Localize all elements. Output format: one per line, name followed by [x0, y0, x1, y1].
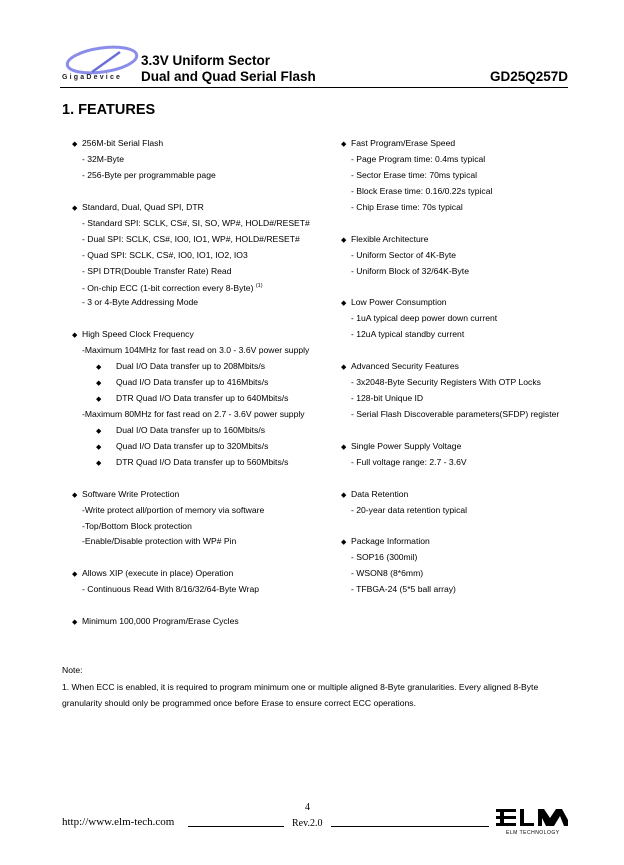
feature-detail: [72, 439, 310, 455]
feature-detail-text: -Maximum 80MHz for fast read on 2.7 - 3.6V power supply: [82, 408, 305, 419]
feature-detail-text: - Uniform Sector of 4K-Byte: [351, 249, 457, 260]
feature-detail-text: DTR Quad I/O Data transfer up to 560Mbits/s: [116, 456, 289, 467]
feature-detail-text: Dual I/O Data transfer up to 208Mbits/s: [116, 361, 266, 372]
svg-text:ELM TECHNOLOGY: ELM TECHNOLOGY: [506, 830, 560, 836]
feature-detail-text: -Top/Bottom Block protection: [82, 520, 192, 531]
diamond-bullet-icon: ◆: [96, 427, 102, 435]
feature-heading: [341, 295, 559, 311]
feature-detail: [341, 375, 559, 391]
diamond-bullet-icon: ◆: [72, 332, 78, 340]
diamond-bullet-icon: ◆: [96, 396, 102, 403]
feature-detail-text: - SOP16 (300mil): [351, 552, 418, 563]
feature-detail-text: DTR Quad I/O Data transfer up to 640Mbits/s: [116, 393, 289, 403]
feature-heading: [341, 439, 559, 455]
feature-heading: [341, 359, 559, 375]
diamond-bullet-icon: ◆: [341, 443, 347, 451]
spacer: [341, 343, 559, 359]
feature-detail: [72, 534, 310, 550]
section-title: 1. FEATURES: [62, 102, 156, 118]
spacer: [72, 184, 310, 200]
feature-detail-text: -Maximum 104MHz for fast read on 3.0 - 3.6V power supply: [82, 345, 310, 356]
feature-detail-text: - Continuous Read With 8/16/32/64-Byte Wrap: [82, 584, 260, 595]
feature-detail-text: - Quad SPI: SCLK, CS#, IO0, IO1, IO2, IO3: [82, 249, 248, 260]
feature-detail-text: - 1uA typical deep power down current: [351, 313, 498, 324]
feature-detail-text: - 32M-Byte: [82, 153, 125, 164]
feature-detail: [72, 232, 310, 248]
diamond-bullet-icon: ◆: [341, 364, 347, 372]
feature-detail: [341, 311, 559, 327]
feature-detail-text: - SPI DTR(Double Transfer Rate) Read: [82, 265, 232, 276]
feature-detail: [341, 407, 559, 423]
feature-detail-text: - 12uA typical standby current: [351, 329, 465, 340]
feature-heading-text: 256M-bit Serial Flash: [82, 138, 164, 148]
feature-detail: [72, 248, 310, 264]
feature-heading: [72, 200, 310, 216]
feature-detail-text: - Sector Erase time: 70ms typical: [351, 169, 478, 180]
feature-heading: [72, 566, 310, 582]
feature-detail: [341, 391, 559, 407]
feature-detail-text: - 3x2048-Byte Security Registers With OTP Locks: [351, 377, 541, 388]
feature-detail: [341, 200, 559, 216]
feature-heading-text: Low Power Consumption: [351, 297, 447, 308]
feature-detail: [72, 503, 310, 519]
diamond-bullet-icon: ◆: [96, 364, 102, 372]
spacer: [341, 216, 559, 232]
note-text: 1. When ECC is enabled, it is required to program minimum one or multiple aligned 8-Byte granularities. Every aligned 8-Byte granularity should only be programmed once before Erase to ensure correct ECC operations.: [62, 681, 539, 708]
diamond-bullet-icon: ◆: [96, 380, 102, 388]
spacer: [72, 550, 310, 566]
feature-detail: [72, 152, 310, 168]
revision: Rev.2.0: [292, 818, 323, 829]
feature-detail: [341, 327, 559, 343]
doc-title-line2: Dual and Quad Serial Flash: [141, 69, 316, 84]
spacer: [341, 519, 559, 535]
features-left-column: [72, 136, 310, 630]
feature-detail-text: Dual I/O Data transfer up to 160Mbits/s: [116, 424, 266, 435]
feature-detail: [341, 248, 559, 264]
feature-detail-text: - 3 or 4-Byte Addressing Mode: [82, 297, 199, 308]
spacer: [72, 311, 310, 327]
header-divider: [60, 87, 568, 88]
feature-heading: [72, 136, 310, 152]
spacer: [341, 471, 559, 487]
logo-text: GigaDevice: [62, 74, 123, 81]
feature-detail-text: - 256-Byte per programmable page: [82, 169, 216, 180]
feature-detail: [72, 423, 310, 439]
feature-detail: [341, 455, 559, 471]
spacer: [72, 598, 310, 614]
feature-heading-text: Software Write Protection: [82, 488, 180, 499]
spacer: [341, 423, 559, 439]
feature-detail-text: - Full voltage range: 2.7 - 3.6V: [351, 456, 467, 467]
feature-detail: [72, 279, 310, 295]
feature-detail-text: Quad I/O Data transfer up to 320Mbits/s: [116, 440, 269, 451]
feature-heading-text: Single Power Supply Voltage: [351, 440, 462, 451]
feature-heading-text: Flexible Architecture: [351, 233, 429, 244]
feature-detail-text: - Page Program time: 0.4ms typical: [351, 153, 486, 164]
feature-heading-text: Fast Program/Erase Speed: [351, 138, 456, 148]
feature-detail: [341, 503, 559, 519]
feature-detail: [72, 455, 310, 471]
feature-heading: [341, 232, 559, 248]
diamond-bullet-icon: ◆: [72, 141, 78, 148]
feature-heading: [341, 534, 559, 550]
feature-detail: [72, 375, 310, 391]
feature-heading-text: Advanced Security Features: [351, 361, 459, 372]
feature-detail-text: - On-chip ECC (1-bit correction every 8-Byte): [82, 283, 254, 294]
feature-detail-text: - 128-bit Unique ID: [351, 393, 424, 403]
diamond-bullet-icon: ◆: [96, 459, 102, 467]
feature-detail: [341, 582, 559, 598]
feature-detail: [72, 264, 310, 280]
feature-detail-text: - Dual SPI: SCLK, CS#, IO0, IO1, WP#, HOLD#/RESET#: [82, 233, 300, 244]
feature-heading: [72, 487, 310, 503]
feature-detail: [341, 264, 559, 280]
feature-heading: [72, 327, 310, 343]
feature-detail-text: - WSON8 (8*6mm): [351, 568, 424, 579]
diamond-bullet-icon: ◆: [341, 491, 347, 499]
feature-detail: [72, 519, 310, 535]
note: [62, 662, 572, 712]
diamond-bullet-icon: ◆: [72, 619, 78, 627]
feature-heading-text: Allows XIP (execute in place) Operation: [82, 568, 234, 579]
diamond-bullet-icon: ◆: [341, 539, 347, 547]
feature-heading: [341, 136, 559, 152]
diamond-bullet-icon: ◆: [72, 571, 78, 579]
part-number: GD25Q257D: [489, 69, 568, 84]
feature-heading-text: Minimum 100,000 Program/Erase Cycles: [82, 616, 239, 627]
feature-detail-text: -Write protect all/portion of memory via software: [82, 504, 265, 515]
feature-heading-text: High Speed Clock Frequency: [82, 329, 194, 340]
feature-detail: [72, 391, 310, 407]
feature-detail-text: - Uniform Block of 32/64K-Byte: [351, 265, 469, 276]
feature-heading-text: Package Information: [351, 536, 430, 547]
feature-detail: [72, 295, 310, 311]
feature-detail: [341, 550, 559, 566]
feature-detail-text: - Chip Erase time: 70s typical: [351, 201, 463, 212]
spacer: [72, 471, 310, 487]
feature-detail: [72, 359, 310, 375]
feature-detail-text: -Enable/Disable protection with WP# Pin: [82, 536, 237, 547]
spacer: [341, 279, 559, 295]
feature-heading-text: Data Retention: [351, 488, 409, 499]
feature-detail: [72, 168, 310, 184]
feature-detail-text: - 20-year data retention typical: [351, 504, 468, 515]
feature-detail: [72, 582, 310, 598]
note-label: Note:: [62, 665, 83, 675]
feature-detail: [341, 168, 559, 184]
footer-rule: [188, 826, 284, 827]
diamond-bullet-icon: ◆: [341, 141, 347, 148]
feature-detail-text: - Block Erase time: 0.16/0.22s typical: [351, 185, 493, 196]
feature-detail: [341, 566, 559, 582]
diamond-bullet-icon: ◆: [72, 204, 78, 212]
footer-url[interactable]: http://www.elm-tech.com: [62, 816, 175, 828]
elm-technology-logo: [492, 806, 572, 836]
doc-title-line1: 3.3V Uniform Sector: [141, 53, 271, 68]
feature-detail: [341, 184, 559, 200]
feature-heading: [72, 614, 310, 630]
feature-detail-text: Quad I/O Data transfer up to 416Mbits/s: [116, 377, 269, 388]
feature-detail: [72, 407, 310, 423]
feature-detail: [72, 216, 310, 232]
footnote-ref: (1): [255, 283, 263, 290]
diamond-bullet-icon: ◆: [341, 236, 347, 244]
diamond-bullet-icon: ◆: [72, 491, 78, 499]
diamond-bullet-icon: ◆: [341, 300, 347, 308]
diamond-bullet-icon: ◆: [96, 443, 102, 451]
feature-detail: [341, 152, 559, 168]
feature-detail-text: - Serial Flash Discoverable parameters(SFDP) register: [351, 408, 560, 419]
feature-heading: [341, 487, 559, 503]
features-right-column: [341, 136, 559, 598]
feature-heading-text: Standard, Dual, Quad SPI, DTR: [82, 201, 204, 212]
feature-detail: [72, 343, 310, 359]
footer-rule: [331, 826, 489, 827]
page-number: 4: [305, 802, 310, 813]
feature-detail-text: - TFBGA-24 (5*5 ball array): [351, 584, 456, 595]
feature-detail-text: - Standard SPI: SCLK, CS#, SI, SO, WP#, HOLD#/RESET#: [82, 217, 310, 228]
